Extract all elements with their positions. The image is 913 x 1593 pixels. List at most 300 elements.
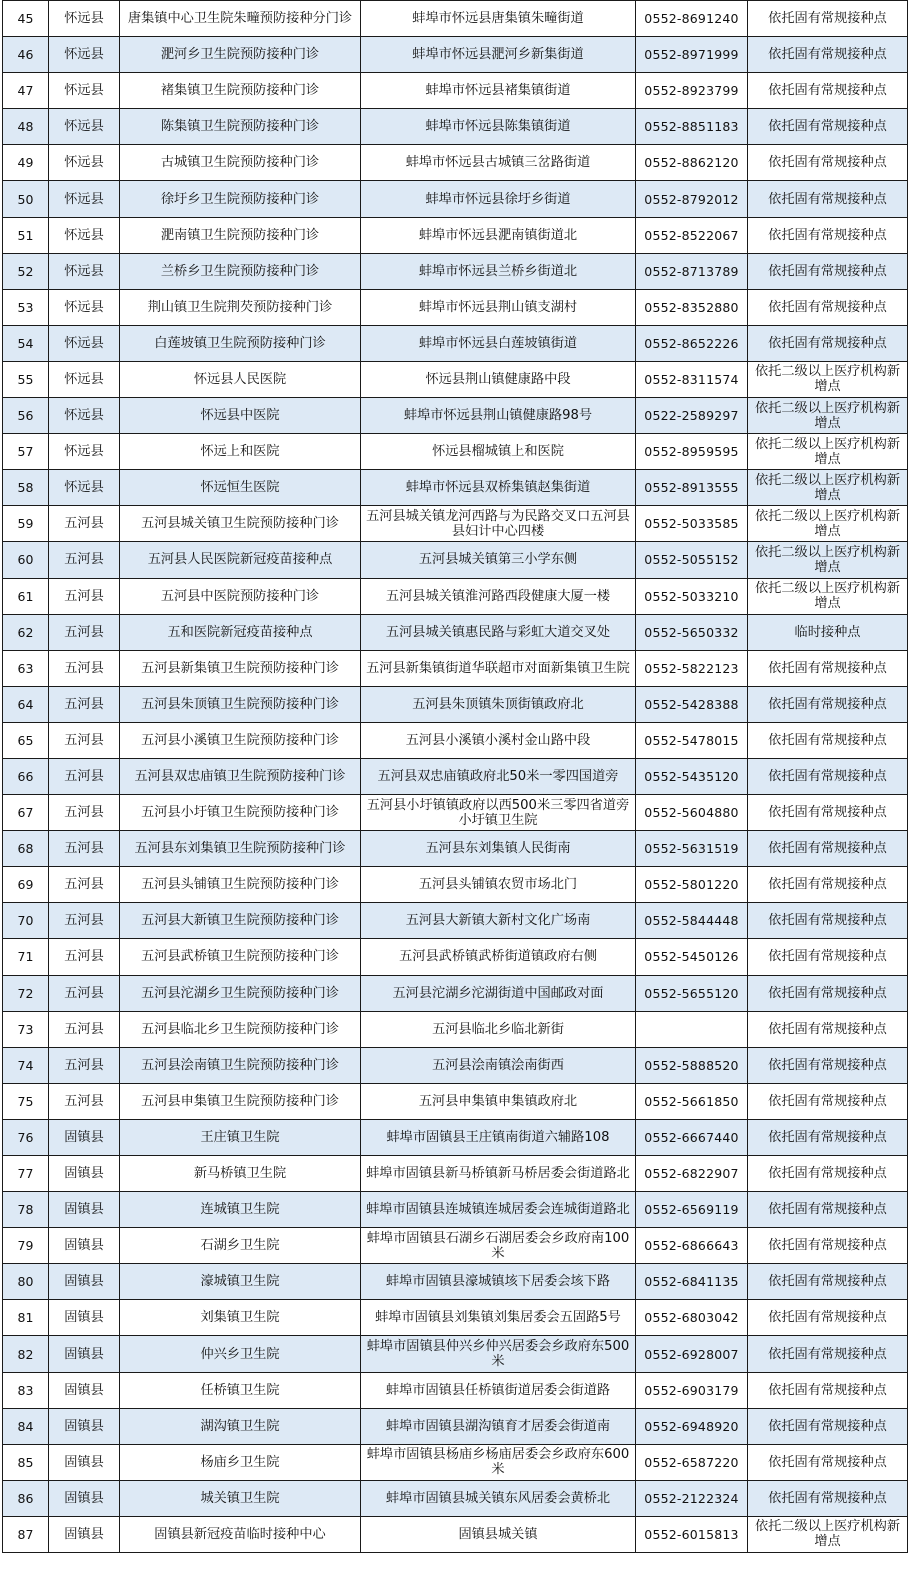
table-row	[3, 1011, 908, 1047]
cell-address: 五河县城关镇第三小学东侧	[361, 542, 636, 578]
cell-county: 五河县	[49, 1083, 120, 1119]
cell-county: 固镇县	[49, 1480, 120, 1516]
cell-site-type: 依托固有常规接种点	[748, 867, 908, 903]
table-row	[3, 614, 908, 650]
cell-row-number: 85	[3, 1444, 49, 1480]
cell-phone: 0552-5450126	[636, 939, 748, 975]
cell-phone: 0552-8713789	[636, 253, 748, 289]
cell-address: 蚌埠市怀远县兰桥乡街道北	[361, 253, 636, 289]
cell-row-number: 71	[3, 939, 49, 975]
cell-phone: 0552-6903179	[636, 1372, 748, 1408]
cell-site-type: 依托固有常规接种点	[748, 1119, 908, 1155]
cell-site-type: 依托固有常规接种点	[748, 758, 908, 794]
cell-address: 蚌埠市怀远县荆山镇支湖村	[361, 289, 636, 325]
cell-row-number: 68	[3, 831, 49, 867]
cell-row-number: 55	[3, 361, 49, 397]
table-row	[3, 542, 908, 578]
cell-site-name: 石湖乡卫生院	[120, 1228, 361, 1264]
cell-row-number: 52	[3, 253, 49, 289]
cell-phone: 0552-8311574	[636, 361, 748, 397]
cell-address: 蚌埠市固镇县湖沟镇育才居委会街道南	[361, 1408, 636, 1444]
cell-site-type: 依托二级以上医疗机构新增点	[748, 398, 908, 434]
cell-county: 五河县	[49, 578, 120, 614]
cell-phone: 0552-5478015	[636, 722, 748, 758]
cell-phone: 0552-6866643	[636, 1228, 748, 1264]
cell-site-name: 兰桥乡卫生院预防接种门诊	[120, 253, 361, 289]
cell-row-number: 58	[3, 470, 49, 506]
cell-site-name: 五河县沱湖乡卫生院预防接种门诊	[120, 975, 361, 1011]
cell-county: 固镇县	[49, 1516, 120, 1552]
cell-county: 五河县	[49, 1011, 120, 1047]
cell-address: 蚌埠市怀远县淝河乡新集街道	[361, 37, 636, 73]
cell-site-name: 仲兴乡卫生院	[120, 1336, 361, 1372]
cell-site-name: 五河县临北乡卫生院预防接种门诊	[120, 1011, 361, 1047]
cell-site-name: 新马桥镇卫生院	[120, 1156, 361, 1192]
cell-row-number: 67	[3, 795, 49, 831]
cell-phone: 0552-6928007	[636, 1336, 748, 1372]
cell-county: 五河县	[49, 542, 120, 578]
cell-row-number: 47	[3, 73, 49, 109]
table-row	[3, 1083, 908, 1119]
cell-county: 五河县	[49, 506, 120, 542]
cell-county: 五河县	[49, 1047, 120, 1083]
cell-row-number: 66	[3, 758, 49, 794]
cell-site-name: 五河县新集镇卫生院预防接种门诊	[120, 650, 361, 686]
cell-county: 五河县	[49, 758, 120, 794]
table-row	[3, 325, 908, 361]
table-row	[3, 1047, 908, 1083]
cell-row-number: 59	[3, 506, 49, 542]
cell-address: 蚌埠市怀远县陈集镇街道	[361, 109, 636, 145]
cell-address: 固镇县城关镇	[361, 1516, 636, 1552]
cell-site-name: 五河县武桥镇卫生院预防接种门诊	[120, 939, 361, 975]
cell-site-type: 依托固有常规接种点	[748, 686, 908, 722]
cell-county: 固镇县	[49, 1372, 120, 1408]
cell-phone: 0552-5655120	[636, 975, 748, 1011]
cell-site-type: 依托固有常规接种点	[748, 903, 908, 939]
cell-address: 蚌埠市怀远县双桥集镇赵集街道	[361, 470, 636, 506]
cell-address: 五河县武桥镇武桥街道镇政府右侧	[361, 939, 636, 975]
cell-site-type: 依托固有常规接种点	[748, 1408, 908, 1444]
cell-row-number: 51	[3, 217, 49, 253]
table-row	[3, 1228, 908, 1264]
cell-row-number: 82	[3, 1336, 49, 1372]
cell-site-type: 依托固有常规接种点	[748, 1047, 908, 1083]
cell-site-type: 临时接种点	[748, 614, 908, 650]
table-row	[3, 1156, 908, 1192]
cell-site-name: 白莲坡镇卫生院预防接种门诊	[120, 325, 361, 361]
cell-address: 五河县临北乡临北新街	[361, 1011, 636, 1047]
cell-address: 五河县浍南镇浍南街西	[361, 1047, 636, 1083]
cell-phone: 0552-5888520	[636, 1047, 748, 1083]
cell-address: 五河县小溪镇小溪村金山路中段	[361, 722, 636, 758]
cell-site-type: 依托固有常规接种点	[748, 1, 908, 37]
cell-phone: 0552-8923799	[636, 73, 748, 109]
cell-site-type: 依托二级以上医疗机构新增点	[748, 434, 908, 470]
table-row	[3, 1372, 908, 1408]
cell-phone: 0552-5844448	[636, 903, 748, 939]
cell-address: 蚌埠市固镇县刘集镇刘集居委会五固路5号	[361, 1300, 636, 1336]
cell-row-number: 63	[3, 650, 49, 686]
table-row	[3, 722, 908, 758]
cell-site-name: 淝南镇卫生院预防接种门诊	[120, 217, 361, 253]
cell-row-number: 74	[3, 1047, 49, 1083]
cell-site-name: 五河县头铺镇卫生院预防接种门诊	[120, 867, 361, 903]
cell-county: 怀远县	[49, 434, 120, 470]
cell-address: 蚌埠市怀远县褚集镇街道	[361, 73, 636, 109]
cell-site-type: 依托固有常规接种点	[748, 289, 908, 325]
cell-site-type: 依托固有常规接种点	[748, 73, 908, 109]
table-row	[3, 217, 908, 253]
table-row	[3, 289, 908, 325]
cell-site-name: 褚集镇卫生院预防接种门诊	[120, 73, 361, 109]
cell-site-type: 依托固有常规接种点	[748, 253, 908, 289]
cell-site-type: 依托二级以上医疗机构新增点	[748, 578, 908, 614]
cell-row-number: 46	[3, 37, 49, 73]
cell-address: 蚌埠市怀远县唐集镇朱疃街道	[361, 1, 636, 37]
cell-phone: 0552-5801220	[636, 867, 748, 903]
cell-site-type: 依托固有常规接种点	[748, 795, 908, 831]
cell-phone: 0552-8913555	[636, 470, 748, 506]
table-row	[3, 181, 908, 217]
table-row	[3, 1516, 908, 1552]
cell-site-name: 荆山镇卫生院荆芡预防接种门诊	[120, 289, 361, 325]
cell-row-number: 50	[3, 181, 49, 217]
cell-county: 怀远县	[49, 37, 120, 73]
table-row	[3, 758, 908, 794]
cell-phone: 0552-6667440	[636, 1119, 748, 1155]
cell-phone: 0552-5661850	[636, 1083, 748, 1119]
cell-address: 蚌埠市怀远县白莲坡镇街道	[361, 325, 636, 361]
table-row	[3, 1, 908, 37]
table-row	[3, 903, 908, 939]
cell-phone: 0552-6841135	[636, 1264, 748, 1300]
cell-address: 五河县头铺镇农贸市场北门	[361, 867, 636, 903]
cell-phone: 0552-5822123	[636, 650, 748, 686]
cell-site-name: 城关镇卫生院	[120, 1480, 361, 1516]
cell-row-number: 61	[3, 578, 49, 614]
cell-address: 五河县城关镇惠民路与彩虹大道交叉处	[361, 614, 636, 650]
cell-address: 五河县大新镇大新村文化广场南	[361, 903, 636, 939]
cell-address: 蚌埠市固镇县王庄镇南街道六辅路108	[361, 1119, 636, 1155]
cell-county: 怀远县	[49, 73, 120, 109]
table-row	[3, 73, 908, 109]
cell-site-name: 杨庙乡卫生院	[120, 1444, 361, 1480]
cell-county: 五河县	[49, 867, 120, 903]
table-row	[3, 686, 908, 722]
cell-site-name: 五河县申集镇卫生院预防接种门诊	[120, 1083, 361, 1119]
cell-site-type: 依托固有常规接种点	[748, 181, 908, 217]
cell-row-number: 54	[3, 325, 49, 361]
cell-county: 怀远县	[49, 325, 120, 361]
cell-phone: 0552-5650332	[636, 614, 748, 650]
cell-site-name: 五河县双忠庙镇卫生院预防接种门诊	[120, 758, 361, 794]
cell-row-number: 62	[3, 614, 49, 650]
cell-county: 五河县	[49, 831, 120, 867]
vaccination-site-table-page	[2, 0, 907, 1553]
cell-address: 五河县城关镇龙河西路与为民路交叉口五河县县妇计中心四楼	[361, 506, 636, 542]
cell-address: 蚌埠市固镇县杨庙乡杨庙居委会乡政府东600米	[361, 1444, 636, 1480]
vaccination-site-table	[2, 0, 908, 1553]
cell-site-type: 依托固有常规接种点	[748, 1228, 908, 1264]
cell-address: 五河县城关镇淮河路西段健康大厦一楼	[361, 578, 636, 614]
cell-county: 怀远县	[49, 289, 120, 325]
table-row	[3, 1408, 908, 1444]
cell-county: 怀远县	[49, 253, 120, 289]
cell-address: 五河县双忠庙镇政府北50米一零四国道旁	[361, 758, 636, 794]
cell-address: 五河县小圩镇镇政府以西500米三零四省道旁小圩镇卫生院	[361, 795, 636, 831]
cell-address: 蚌埠市固镇县城关镇东风居委会黄桥北	[361, 1480, 636, 1516]
cell-site-type: 依托固有常规接种点	[748, 1480, 908, 1516]
cell-county: 怀远县	[49, 145, 120, 181]
cell-row-number: 57	[3, 434, 49, 470]
table-row	[3, 1336, 908, 1372]
cell-site-type: 依托固有常规接种点	[748, 1083, 908, 1119]
table-row	[3, 361, 908, 397]
cell-site-type: 依托固有常规接种点	[748, 831, 908, 867]
cell-county: 怀远县	[49, 181, 120, 217]
cell-phone: 0552-8862120	[636, 145, 748, 181]
cell-site-name: 淝河乡卫生院预防接种门诊	[120, 37, 361, 73]
cell-phone: 0552-8352880	[636, 289, 748, 325]
table-row	[3, 795, 908, 831]
cell-site-name: 五河县东刘集镇卫生院预防接种门诊	[120, 831, 361, 867]
cell-site-name: 五河县小溪镇卫生院预防接种门诊	[120, 722, 361, 758]
cell-address: 怀远县荆山镇健康路中段	[361, 361, 636, 397]
table-row	[3, 867, 908, 903]
cell-row-number: 73	[3, 1011, 49, 1047]
table-row	[3, 470, 908, 506]
cell-phone: 0552-6569119	[636, 1192, 748, 1228]
cell-site-name: 五河县小圩镇卫生院预防接种门诊	[120, 795, 361, 831]
table-row	[3, 578, 908, 614]
cell-row-number: 48	[3, 109, 49, 145]
table-row	[3, 1444, 908, 1480]
table-row	[3, 253, 908, 289]
cell-phone: 0552-6587220	[636, 1444, 748, 1480]
cell-phone: 0552-8971999	[636, 37, 748, 73]
cell-row-number: 56	[3, 398, 49, 434]
cell-phone: 0552-5055152	[636, 542, 748, 578]
cell-site-type: 依托固有常规接种点	[748, 650, 908, 686]
table-row	[3, 1119, 908, 1155]
cell-county: 固镇县	[49, 1336, 120, 1372]
table-row	[3, 1480, 908, 1516]
cell-site-name: 任桥镇卫生院	[120, 1372, 361, 1408]
cell-phone: 0552-5631519	[636, 831, 748, 867]
cell-county: 固镇县	[49, 1192, 120, 1228]
table-row	[3, 1192, 908, 1228]
cell-county: 怀远县	[49, 1, 120, 37]
cell-site-type: 依托固有常规接种点	[748, 1336, 908, 1372]
cell-row-number: 76	[3, 1119, 49, 1155]
cell-address: 五河县新集镇街道华联超市对面新集镇卫生院	[361, 650, 636, 686]
cell-site-name: 五河县城关镇卫生院预防接种门诊	[120, 506, 361, 542]
cell-site-name: 五河县浍南镇卫生院预防接种门诊	[120, 1047, 361, 1083]
cell-site-type: 依托固有常规接种点	[748, 975, 908, 1011]
cell-county: 怀远县	[49, 398, 120, 434]
cell-phone: 0552-5033210	[636, 578, 748, 614]
cell-row-number: 70	[3, 903, 49, 939]
cell-county: 五河县	[49, 722, 120, 758]
cell-address: 蚌埠市怀远县淝南镇街道北	[361, 217, 636, 253]
cell-site-type: 依托固有常规接种点	[748, 1192, 908, 1228]
table-row	[3, 975, 908, 1011]
cell-address: 五河县东刘集镇人民街南	[361, 831, 636, 867]
cell-county: 固镇县	[49, 1444, 120, 1480]
cell-site-name: 徐圩乡卫生院预防接种门诊	[120, 181, 361, 217]
cell-site-type: 依托固有常规接种点	[748, 1372, 908, 1408]
cell-phone: 0552-5435120	[636, 758, 748, 794]
cell-site-type: 依托二级以上医疗机构新增点	[748, 506, 908, 542]
cell-site-type: 依托二级以上医疗机构新增点	[748, 470, 908, 506]
table-row	[3, 1300, 908, 1336]
cell-row-number: 86	[3, 1480, 49, 1516]
cell-row-number: 78	[3, 1192, 49, 1228]
cell-site-type: 依托固有常规接种点	[748, 109, 908, 145]
cell-row-number: 81	[3, 1300, 49, 1336]
cell-site-type: 依托固有常规接种点	[748, 1011, 908, 1047]
cell-address: 蚌埠市固镇县任桥镇街道居委会街道路	[361, 1372, 636, 1408]
cell-site-type: 依托固有常规接种点	[748, 1300, 908, 1336]
cell-site-name: 王庄镇卫生院	[120, 1119, 361, 1155]
cell-phone: 0552-8652226	[636, 325, 748, 361]
cell-address: 蚌埠市固镇县濠城镇垓下居委会垓下路	[361, 1264, 636, 1300]
cell-county: 五河县	[49, 975, 120, 1011]
cell-phone: 0552-8792012	[636, 181, 748, 217]
cell-phone: 0552-6948920	[636, 1408, 748, 1444]
cell-phone: 0552-8851183	[636, 109, 748, 145]
table-row	[3, 831, 908, 867]
cell-county: 怀远县	[49, 109, 120, 145]
cell-phone: 0552-8522067	[636, 217, 748, 253]
cell-row-number: 72	[3, 975, 49, 1011]
cell-county: 固镇县	[49, 1264, 120, 1300]
cell-site-type: 依托二级以上医疗机构新增点	[748, 361, 908, 397]
cell-row-number: 65	[3, 722, 49, 758]
cell-phone: 0552-5033585	[636, 506, 748, 542]
table-row	[3, 939, 908, 975]
cell-site-name: 濠城镇卫生院	[120, 1264, 361, 1300]
cell-site-name: 怀远上和医院	[120, 434, 361, 470]
table-row	[3, 145, 908, 181]
cell-county: 怀远县	[49, 217, 120, 253]
cell-row-number: 77	[3, 1156, 49, 1192]
cell-phone: 0522-2589297	[636, 398, 748, 434]
cell-site-type: 依托固有常规接种点	[748, 37, 908, 73]
cell-address: 蚌埠市固镇县连城镇连城居委会连城街道路北	[361, 1192, 636, 1228]
cell-phone: 0552-6015813	[636, 1516, 748, 1552]
cell-site-name: 怀远县中医院	[120, 398, 361, 434]
cell-phone: 0552-5604880	[636, 795, 748, 831]
cell-phone: 0552-5428388	[636, 686, 748, 722]
cell-site-name: 固镇县新冠疫苗临时接种中心	[120, 1516, 361, 1552]
table-row	[3, 650, 908, 686]
cell-site-name: 怀远恒生医院	[120, 470, 361, 506]
cell-address: 蚌埠市怀远县古城镇三岔路街道	[361, 145, 636, 181]
table-row	[3, 109, 908, 145]
cell-site-type: 依托固有常规接种点	[748, 325, 908, 361]
cell-site-name: 湖沟镇卫生院	[120, 1408, 361, 1444]
cell-row-number: 87	[3, 1516, 49, 1552]
cell-row-number: 49	[3, 145, 49, 181]
cell-site-name: 古城镇卫生院预防接种门诊	[120, 145, 361, 181]
cell-county: 五河县	[49, 686, 120, 722]
cell-county: 五河县	[49, 650, 120, 686]
cell-address: 五河县沱湖乡沱湖街道中国邮政对面	[361, 975, 636, 1011]
cell-phone: 0552-8691240	[636, 1, 748, 37]
cell-site-name: 五河县朱顶镇卫生院预防接种门诊	[120, 686, 361, 722]
cell-address: 五河县申集镇申集镇政府北	[361, 1083, 636, 1119]
cell-county: 固镇县	[49, 1228, 120, 1264]
cell-site-name: 五河县大新镇卫生院预防接种门诊	[120, 903, 361, 939]
table-row	[3, 1264, 908, 1300]
cell-site-type: 依托固有常规接种点	[748, 1444, 908, 1480]
cell-row-number: 60	[3, 542, 49, 578]
cell-phone: 0552-2122324	[636, 1480, 748, 1516]
cell-row-number: 83	[3, 1372, 49, 1408]
cell-row-number: 69	[3, 867, 49, 903]
cell-site-name: 五和医院新冠疫苗接种点	[120, 614, 361, 650]
cell-site-name: 刘集镇卫生院	[120, 1300, 361, 1336]
cell-site-name: 连城镇卫生院	[120, 1192, 361, 1228]
table-row	[3, 434, 908, 470]
cell-row-number: 64	[3, 686, 49, 722]
cell-address: 蚌埠市怀远县徐圩乡街道	[361, 181, 636, 217]
cell-county: 五河县	[49, 903, 120, 939]
cell-address: 怀远县榴城镇上和医院	[361, 434, 636, 470]
cell-site-type: 依托固有常规接种点	[748, 939, 908, 975]
cell-county: 五河县	[49, 614, 120, 650]
cell-county: 固镇县	[49, 1300, 120, 1336]
cell-county: 固镇县	[49, 1119, 120, 1155]
cell-phone: 0552-6803042	[636, 1300, 748, 1336]
cell-phone: 0552-6822907	[636, 1156, 748, 1192]
cell-site-name: 怀远县人民医院	[120, 361, 361, 397]
cell-address: 五河县朱顶镇朱顶街镇政府北	[361, 686, 636, 722]
cell-site-type: 依托固有常规接种点	[748, 1264, 908, 1300]
cell-phone: 0552-8959595	[636, 434, 748, 470]
cell-county: 怀远县	[49, 470, 120, 506]
cell-county: 五河县	[49, 795, 120, 831]
cell-address: 蚌埠市怀远县荆山镇健康路98号	[361, 398, 636, 434]
cell-row-number: 80	[3, 1264, 49, 1300]
cell-site-type: 依托二级以上医疗机构新增点	[748, 1516, 908, 1552]
cell-row-number: 75	[3, 1083, 49, 1119]
cell-site-type: 依托二级以上医疗机构新增点	[748, 542, 908, 578]
cell-site-type: 依托固有常规接种点	[748, 1156, 908, 1192]
cell-address: 蚌埠市固镇县新马桥镇新马桥居委会街道路北	[361, 1156, 636, 1192]
cell-site-type: 依托固有常规接种点	[748, 722, 908, 758]
cell-phone	[636, 1011, 748, 1047]
cell-site-type: 依托固有常规接种点	[748, 145, 908, 181]
table-body	[3, 1, 908, 1553]
cell-address: 蚌埠市固镇县石湖乡石湖居委会乡政府南100米	[361, 1228, 636, 1264]
cell-county: 五河县	[49, 939, 120, 975]
cell-row-number: 84	[3, 1408, 49, 1444]
cell-row-number: 53	[3, 289, 49, 325]
cell-site-type: 依托固有常规接种点	[748, 217, 908, 253]
cell-county: 怀远县	[49, 361, 120, 397]
cell-site-name: 唐集镇中心卫生院朱疃预防接种分门诊	[120, 1, 361, 37]
table-row	[3, 506, 908, 542]
cell-site-name: 五河县中医院预防接种门诊	[120, 578, 361, 614]
cell-county: 固镇县	[49, 1408, 120, 1444]
cell-site-name: 五河县人民医院新冠疫苗接种点	[120, 542, 361, 578]
cell-row-number: 79	[3, 1228, 49, 1264]
cell-site-name: 陈集镇卫生院预防接种门诊	[120, 109, 361, 145]
table-row	[3, 398, 908, 434]
